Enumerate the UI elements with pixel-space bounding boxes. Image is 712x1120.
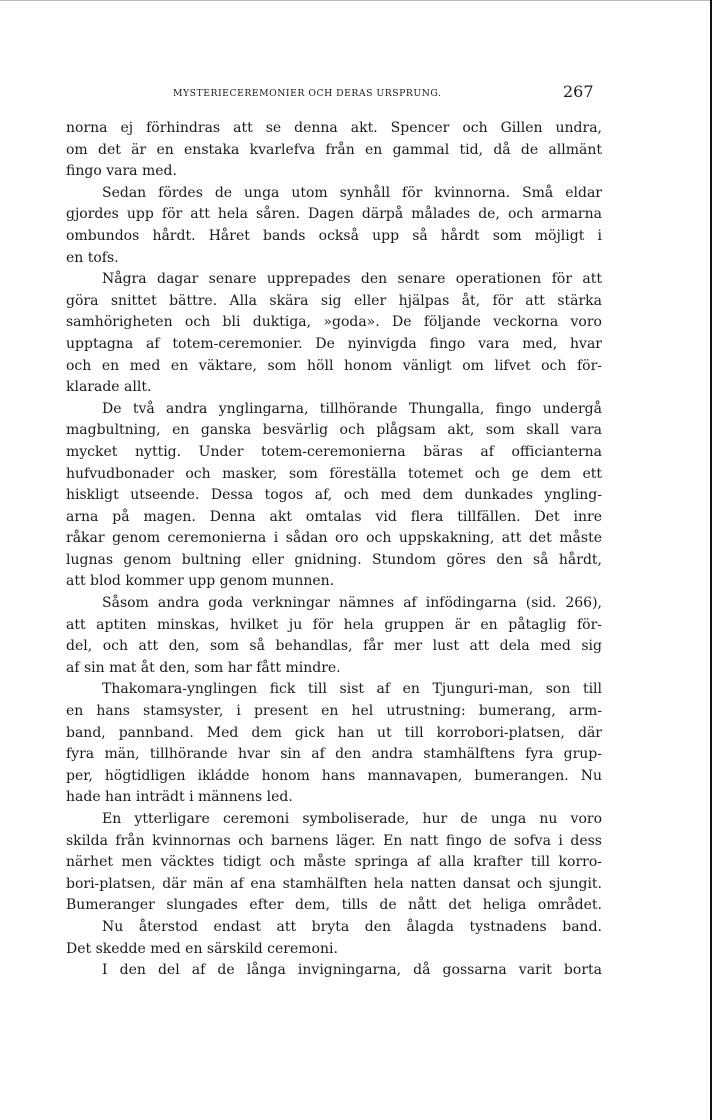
text-line: Thakomara-ynglingen fick till sist af en Tjunguri-man, son till <box>102 681 602 698</box>
text-line: Nu återstod endast att bryta den ålagda tystnadens band. <box>102 918 602 935</box>
text-line: del, och att den, som så behandlas, får mer lust att dela med sig <box>66 638 602 655</box>
text-line: fingo vara med. <box>66 163 177 180</box>
text-line: skilda från kvinnornas och barnens läger. En natt fingo de sofva i dess <box>66 832 602 849</box>
text-line: magbultning, en ganska besvärlig och plågsam akt, som skall vara <box>66 422 602 439</box>
text-line: göra snittet bättre. Alla skära sig eller hjälpas åt, för att stärka <box>66 292 602 309</box>
text-line: en hans stamsyster, i present en hel utrustning: bumerang, arm- <box>66 703 602 720</box>
text-line: En ytterligare ceremoni symboliserade, hur de unga nu voro <box>102 811 602 827</box>
text-line: fyra män, tillhörande hvar sin af den andra stamhälftens fyra grup- <box>66 746 602 763</box>
text-line: hufvudbonader och masker, som föreställa totemet och ge dem ett <box>66 465 602 482</box>
text-line: per, högtidligen ikládde honom hans mannavapen, bumerangen. Nu <box>66 767 602 784</box>
text-line: hade han inträdt i männens led. <box>66 789 293 806</box>
text-line: gjordes upp för att hela såren. Dagen därpå målades de, och armarna <box>66 206 602 223</box>
scan-top-edge <box>0 0 712 1</box>
text-line: I den del af de långa invigningarna, då gossarna varit borta <box>102 962 602 979</box>
text-line: Bumeranger slungades efter dem, tills de nått det heliga området. <box>66 897 602 914</box>
text-line: De två andra ynglingarna, tillhörande Thungalla, fingo undergå <box>102 400 602 417</box>
text-line: att aptiten minskas, hvilket ju för hela gruppen är en påtaglig för- <box>66 616 602 633</box>
running-head: MYSTERIECEREMONIER OCH DERAS URSPRUNG. <box>173 88 442 99</box>
text-line: hiskligt utseende. Dessa togos af, och med dem dunkades yngling- <box>66 487 602 504</box>
text-line: mycket nyttig. Under totem-ceremonierna bäras af officianterna <box>66 443 602 460</box>
text-line: arna på magen. Denna akt omtalas vid flera tillfällen. Det inre <box>66 508 602 525</box>
text-line: bori-platsen, där män af ena stamhälften hela natten dansat och sjungit. <box>66 875 602 892</box>
text-line: att blod kommer upp genom munnen. <box>66 573 335 590</box>
text-line: om det är en enstaka kvarlefva från en gammal tid, då de allmänt <box>66 141 602 158</box>
text-line: ombundos hårdt. Håret bands också upp så hårdt som möjligt i <box>66 227 602 244</box>
text-line: af sin mat åt den, som har fått mindre. <box>66 659 341 676</box>
text-line: norna ej förhindras att se denna akt. Spencer och Gillen undra, <box>66 120 602 136</box>
text-line: band, pannband. Med dem gick han ut till korrobori-platsen, där <box>66 724 602 741</box>
text-line: och en med en väktare, som höll honom vänligt om lifvet och för- <box>66 357 602 374</box>
text-line: samhörigheten och bli duktiga, »goda». De följande veckorna voro <box>66 314 602 331</box>
text-line: lugnas genom bultning eller gnidning. Stundom göres den så hårdt, <box>66 551 602 568</box>
text-line: en tofs. <box>66 249 119 266</box>
text-line: upptagna af totem-ceremonier. De nyinvigda fingo vara med, hvar <box>66 335 602 352</box>
text-line: Såsom andra goda verkningar nämnes af infödingarna (sid. 266), <box>102 595 602 612</box>
text-line: klarade allt. <box>66 379 152 396</box>
body-text <box>66 118 602 982</box>
text-line: Sedan fördes de unga utom synhåll för kvinnorna. Små eldar <box>102 184 602 201</box>
text-line: råkar genom ceremonierna i sådan oro och uppskakning, att det måste <box>66 530 602 547</box>
text-line: Några dagar senare upprepades den senare operationen för att <box>102 271 602 288</box>
text-line: Det skedde med en särskild ceremoni. <box>66 940 338 957</box>
text-line: närhet men väcktes tidigt och måste springa af alla krafter till korro- <box>66 854 602 871</box>
page-number: 267 <box>563 82 594 101</box>
